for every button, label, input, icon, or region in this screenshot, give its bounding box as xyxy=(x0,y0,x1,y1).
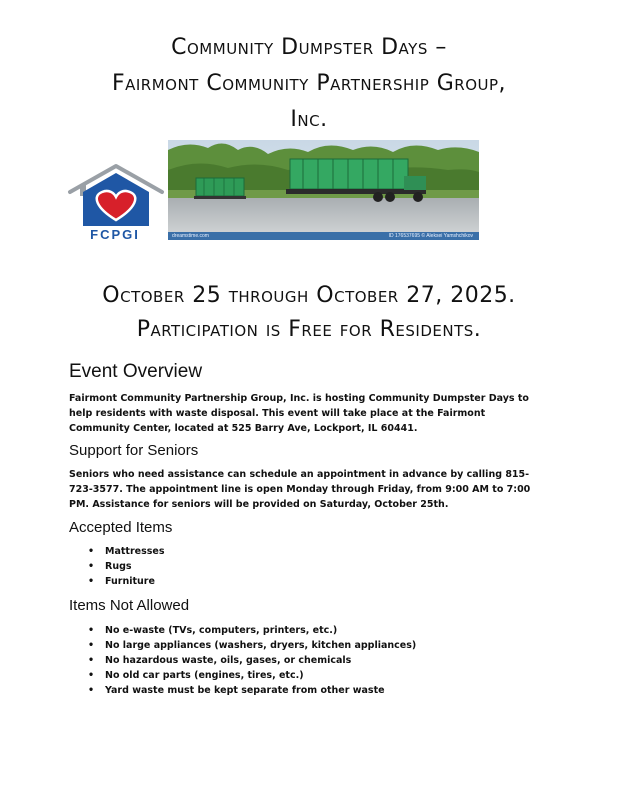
title-line-1: Community Dumpster Days – xyxy=(171,35,447,60)
support-seniors-text: Seniors who need assistance can schedule an appointment in advance by calling 815-723-3577. The appointment line is open Monday through Friday, from 9:00 AM to 7:00 PM. Assistance for seniors will be provided on Saturday, October 25th. xyxy=(69,469,531,510)
bullet-icon: • xyxy=(88,546,95,557)
photo-caption-right: ID 176537695 © Aleksei Yamshchikov xyxy=(388,233,473,239)
bullet-icon: • xyxy=(88,685,95,696)
title-line-2: Fairmont Community Partnership Group, xyxy=(111,71,507,96)
list-item: • No hazardous waste, oils, gases, or chemicals xyxy=(88,655,352,666)
event-dates-banner xyxy=(40,279,578,347)
document-title xyxy=(40,30,578,138)
title-line-3: Inc. xyxy=(290,107,328,132)
items-not-allowed-heading: Items Not Allowed xyxy=(69,597,190,614)
bullet-icon: • xyxy=(88,655,95,666)
photo-caption-left: dreamstime.com xyxy=(172,233,209,239)
dumpster-photo xyxy=(168,140,479,240)
list-item: • Furniture xyxy=(88,576,155,587)
bullet-icon: • xyxy=(88,576,95,587)
free-participation-line: Participation is Free for Residents. xyxy=(136,317,482,342)
list-item: • Yard waste must be kept separate from other waste xyxy=(88,685,385,696)
accepted-items-list xyxy=(88,544,164,589)
items-not-allowed-list xyxy=(88,623,416,698)
bullet-icon: • xyxy=(88,670,95,681)
accepted-items-heading: Accepted Items xyxy=(69,519,173,536)
logo-text: FCPGI xyxy=(90,227,140,242)
list-item: • No old car parts (engines, tires, etc.) xyxy=(88,670,304,681)
dumpster-photo-image xyxy=(168,140,479,240)
list-item: • No large appliances (washers, dryers, kitchen appliances) xyxy=(88,640,417,651)
bullet-icon: • xyxy=(88,625,95,636)
event-overview-text: Fairmont Community Partnership Group, Inc. is hosting Community Dumpster Days to help residents with waste disposal. This event will take place at the Fairmont Community Center, located at 525 Barry Ave, Lockport, IL 60441. xyxy=(69,393,529,434)
event-overview-heading: Event Overview xyxy=(69,361,203,382)
dates-line: October 25 through October 27, 2025. xyxy=(102,283,516,308)
list-item: • Rugs xyxy=(88,561,132,572)
bullet-icon: • xyxy=(88,561,95,572)
list-item: • Mattresses xyxy=(88,546,165,557)
list-item: • No e-waste (TVs, computers, printers, etc.) xyxy=(88,625,338,636)
support-seniors-heading: Support for Seniors xyxy=(69,442,199,459)
bullet-icon: • xyxy=(88,640,95,651)
